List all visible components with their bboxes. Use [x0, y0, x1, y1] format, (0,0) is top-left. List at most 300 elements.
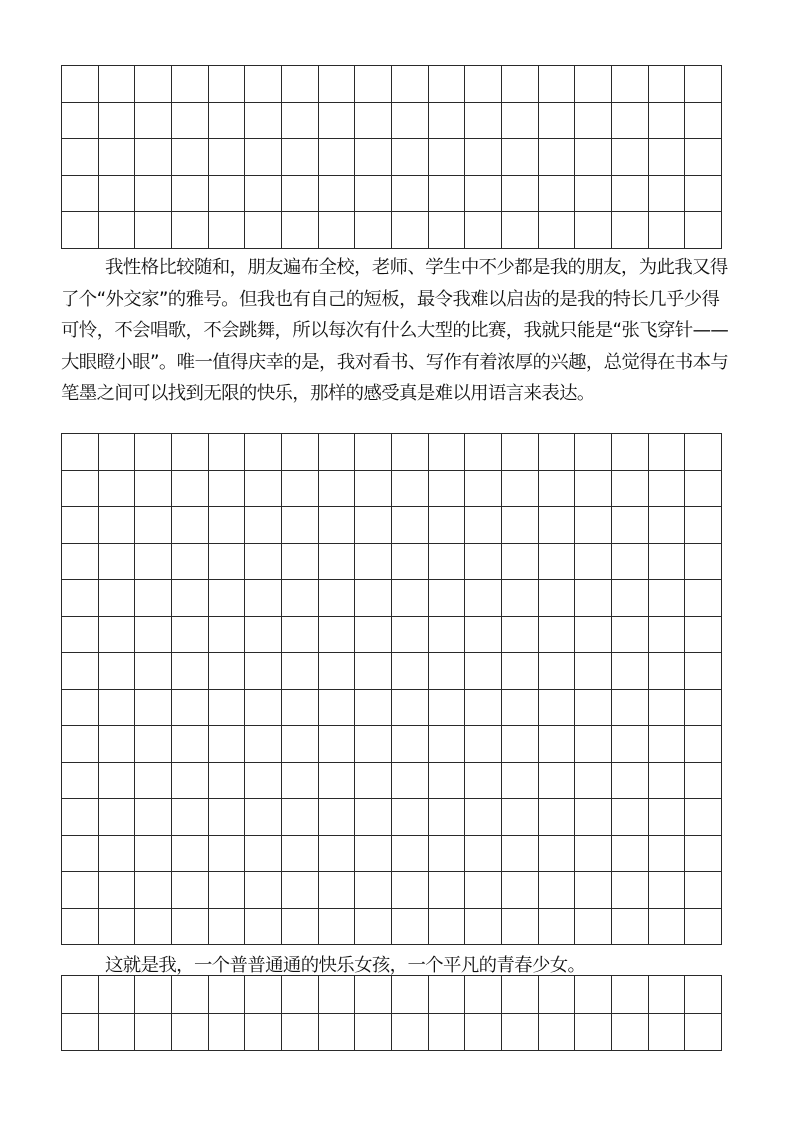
- grid-cell: [538, 543, 575, 580]
- grid-cell: [538, 470, 575, 507]
- grid-cell: [685, 175, 722, 212]
- grid-cell: [318, 175, 355, 212]
- grid-cell: [428, 835, 465, 872]
- grid-cell: [465, 689, 502, 726]
- grid-cell: [318, 976, 355, 1014]
- grid-cell: [281, 175, 318, 212]
- grid-cell: [501, 799, 538, 836]
- grid-cell: [575, 689, 612, 726]
- grid-cell: [355, 872, 392, 909]
- grid-cell: [428, 102, 465, 139]
- grid-cell: [465, 1013, 502, 1051]
- grid-cell: [611, 139, 648, 176]
- grid-row: [62, 102, 722, 139]
- grid-cell: [575, 835, 612, 872]
- grid-cell: [685, 102, 722, 139]
- grid-cell: [391, 835, 428, 872]
- grid-cell: [501, 470, 538, 507]
- grid-cell: [98, 1013, 135, 1051]
- grid-cell: [465, 976, 502, 1014]
- grid-cell: [281, 726, 318, 763]
- grid-cell: [208, 507, 245, 544]
- grid-cell: [648, 799, 685, 836]
- grid-cell: [611, 872, 648, 909]
- grid-cell: [685, 835, 722, 872]
- grid-cell: [391, 139, 428, 176]
- grid-cell: [538, 976, 575, 1014]
- grid-row: [62, 434, 722, 471]
- grid-cell: [611, 762, 648, 799]
- grid-cell: [281, 799, 318, 836]
- grid-cell: [575, 175, 612, 212]
- grid-cell: [62, 139, 99, 176]
- grid-cell: [245, 507, 282, 544]
- grid-cell: [685, 434, 722, 471]
- grid-cell: [355, 66, 392, 103]
- grid-cell: [685, 66, 722, 103]
- grid-cell: [62, 66, 99, 103]
- grid-cell: [245, 872, 282, 909]
- grid-cell: [208, 470, 245, 507]
- grid-cell: [208, 689, 245, 726]
- grid-row: [62, 872, 722, 909]
- grid-cell: [538, 139, 575, 176]
- grid-cell: [648, 762, 685, 799]
- grid-cell: [428, 66, 465, 103]
- grid-cell: [62, 762, 99, 799]
- grid-cell: [98, 762, 135, 799]
- grid-cell: [171, 1013, 208, 1051]
- grid-cell: [355, 212, 392, 249]
- grid-cell: [318, 908, 355, 945]
- grid-cell: [391, 580, 428, 617]
- grid-cell: [171, 543, 208, 580]
- grid-cell: [98, 66, 135, 103]
- grid-cell: [611, 908, 648, 945]
- grid-row: [62, 908, 722, 945]
- grid-cell: [318, 726, 355, 763]
- grid-cell: [135, 976, 172, 1014]
- grid-cell: [171, 653, 208, 690]
- grid-cell: [685, 139, 722, 176]
- grid-cell: [538, 908, 575, 945]
- grid-cell: [391, 872, 428, 909]
- grid-cell: [501, 139, 538, 176]
- grid-cell: [391, 175, 428, 212]
- grid-cell: [135, 799, 172, 836]
- grid-cell: [98, 507, 135, 544]
- grid-cell: [318, 689, 355, 726]
- grid-cell: [648, 616, 685, 653]
- grid-cell: [465, 653, 502, 690]
- grid-cell: [501, 543, 538, 580]
- grid-cell: [685, 976, 722, 1014]
- grid-cell: [62, 580, 99, 617]
- grid-cell: [428, 976, 465, 1014]
- grid-cell: [685, 908, 722, 945]
- grid-cell: [575, 799, 612, 836]
- grid-row: [62, 689, 722, 726]
- grid-cell: [611, 976, 648, 1014]
- grid-cell: [98, 872, 135, 909]
- grid-cell: [281, 102, 318, 139]
- grid-cell: [171, 762, 208, 799]
- grid-cell: [501, 507, 538, 544]
- grid-cell: [318, 580, 355, 617]
- grid-cell: [208, 434, 245, 471]
- grid-cell: [355, 976, 392, 1014]
- grid-cell: [208, 799, 245, 836]
- grid-cell: [245, 908, 282, 945]
- grid-cell: [318, 434, 355, 471]
- grid-cell: [208, 175, 245, 212]
- grid-cell: [391, 726, 428, 763]
- grid-cell: [135, 835, 172, 872]
- grid-cell: [171, 616, 208, 653]
- grid-cell: [62, 543, 99, 580]
- grid-cell: [428, 470, 465, 507]
- grid-cell: [465, 835, 502, 872]
- grid-cell: [611, 434, 648, 471]
- grid-cell: [281, 689, 318, 726]
- grid-cell: [465, 212, 502, 249]
- grid-cell: [245, 762, 282, 799]
- grid-cell: [208, 580, 245, 617]
- grid-cell: [575, 616, 612, 653]
- grid-cell: [245, 102, 282, 139]
- writing-grid-bottom: [61, 975, 722, 1051]
- grid-cell: [135, 726, 172, 763]
- grid-cell: [465, 616, 502, 653]
- grid-cell: [208, 1013, 245, 1051]
- grid-cell: [135, 139, 172, 176]
- grid-cell: [648, 102, 685, 139]
- grid-cell: [171, 66, 208, 103]
- grid-cell: [245, 653, 282, 690]
- grid-cell: [391, 470, 428, 507]
- grid-row: [62, 762, 722, 799]
- grid-cell: [245, 66, 282, 103]
- grid-cell: [501, 653, 538, 690]
- grid-cell: [501, 212, 538, 249]
- grid-cell: [465, 470, 502, 507]
- grid-cell: [318, 470, 355, 507]
- grid-cell: [648, 507, 685, 544]
- grid-cell: [355, 799, 392, 836]
- grid-row: [62, 976, 722, 1014]
- grid-cell: [171, 908, 208, 945]
- grid-cell: [391, 1013, 428, 1051]
- grid-cell: [281, 908, 318, 945]
- grid-cell: [465, 102, 502, 139]
- grid-cell: [208, 66, 245, 103]
- grid-row: [62, 507, 722, 544]
- grid-cell: [575, 543, 612, 580]
- grid-cell: [428, 1013, 465, 1051]
- grid-cell: [391, 908, 428, 945]
- grid-cell: [171, 835, 208, 872]
- grid-row: [62, 470, 722, 507]
- grid-cell: [611, 543, 648, 580]
- grid-cell: [648, 726, 685, 763]
- grid-cell: [501, 102, 538, 139]
- grid-cell: [538, 872, 575, 909]
- grid-cell: [281, 835, 318, 872]
- grid-cell: [135, 1013, 172, 1051]
- grid-cell: [318, 507, 355, 544]
- grid-cell: [135, 175, 172, 212]
- grid-cell: [611, 507, 648, 544]
- grid-cell: [465, 762, 502, 799]
- grid-cell: [611, 653, 648, 690]
- grid-cell: [281, 543, 318, 580]
- grid-cell: [685, 580, 722, 617]
- grid-row: [62, 653, 722, 690]
- grid-cell: [208, 726, 245, 763]
- grid-cell: [281, 872, 318, 909]
- grid-cell: [171, 434, 208, 471]
- grid-cell: [208, 908, 245, 945]
- grid-cell: [171, 139, 208, 176]
- grid-cell: [318, 872, 355, 909]
- grid-cell: [575, 470, 612, 507]
- grid-cell: [281, 470, 318, 507]
- grid-cell: [575, 908, 612, 945]
- grid-cell: [135, 212, 172, 249]
- grid-cell: [281, 976, 318, 1014]
- grid-cell: [685, 470, 722, 507]
- grid-cell: [538, 212, 575, 249]
- grid-cell: [245, 1013, 282, 1051]
- grid-cell: [62, 726, 99, 763]
- grid-cell: [355, 139, 392, 176]
- grid-cell: [135, 507, 172, 544]
- grid-cell: [465, 908, 502, 945]
- grid-cell: [465, 580, 502, 617]
- grid-cell: [62, 102, 99, 139]
- grid-cell: [135, 653, 172, 690]
- grid-cell: [245, 470, 282, 507]
- grid-cell: [428, 580, 465, 617]
- grid-cell: [685, 1013, 722, 1051]
- grid-cell: [391, 653, 428, 690]
- grid-cell: [245, 726, 282, 763]
- grid-cell: [98, 212, 135, 249]
- grid-cell: [501, 835, 538, 872]
- grid-cell: [245, 175, 282, 212]
- grid-cell: [245, 799, 282, 836]
- grid-cell: [428, 212, 465, 249]
- grid-cell: [318, 799, 355, 836]
- grid-cell: [355, 616, 392, 653]
- grid-cell: [98, 434, 135, 471]
- grid-cell: [575, 762, 612, 799]
- grid-cell: [281, 653, 318, 690]
- grid-cell: [318, 835, 355, 872]
- grid-cell: [428, 799, 465, 836]
- grid-row: [62, 543, 722, 580]
- grid-cell: [171, 689, 208, 726]
- grid-cell: [318, 139, 355, 176]
- grid-cell: [355, 580, 392, 617]
- grid-cell: [575, 507, 612, 544]
- grid-cell: [171, 872, 208, 909]
- grid-cell: [428, 908, 465, 945]
- grid-cell: [355, 543, 392, 580]
- grid-cell: [281, 616, 318, 653]
- grid-cell: [501, 175, 538, 212]
- grid-cell: [648, 1013, 685, 1051]
- grid-cell: [281, 762, 318, 799]
- grid-cell: [355, 835, 392, 872]
- grid-cell: [575, 580, 612, 617]
- grid-cell: [98, 908, 135, 945]
- grid-cell: [208, 653, 245, 690]
- grid-cell: [355, 726, 392, 763]
- grid-cell: [648, 139, 685, 176]
- grid-cell: [648, 580, 685, 617]
- grid-cell: [391, 507, 428, 544]
- grid-cell: [538, 653, 575, 690]
- grid-cell: [501, 1013, 538, 1051]
- grid-cell: [98, 976, 135, 1014]
- grid-row: [62, 835, 722, 872]
- grid-cell: [428, 434, 465, 471]
- grid-row: [62, 580, 722, 617]
- grid-cell: [538, 175, 575, 212]
- grid-cell: [135, 66, 172, 103]
- grid-cell: [611, 102, 648, 139]
- grid-cell: [62, 1013, 99, 1051]
- grid-cell: [611, 799, 648, 836]
- grid-cell: [611, 1013, 648, 1051]
- grid-cell: [171, 580, 208, 617]
- grid-cell: [428, 653, 465, 690]
- grid-row: [62, 616, 722, 653]
- grid-cell: [208, 762, 245, 799]
- grid-cell: [501, 66, 538, 103]
- grid-cell: [501, 976, 538, 1014]
- grid-cell: [575, 726, 612, 763]
- grid-cell: [281, 66, 318, 103]
- grid-cell: [501, 872, 538, 909]
- grid-cell: [685, 507, 722, 544]
- grid-cell: [135, 762, 172, 799]
- grid-cell: [98, 102, 135, 139]
- grid-cell: [465, 543, 502, 580]
- writing-grid-top: [61, 65, 722, 249]
- grid-cell: [391, 616, 428, 653]
- grid-cell: [465, 507, 502, 544]
- grid-cell: [611, 835, 648, 872]
- grid-cell: [648, 212, 685, 249]
- grid-cell: [611, 212, 648, 249]
- grid-cell: [318, 653, 355, 690]
- grid-cell: [135, 580, 172, 617]
- grid-cell: [245, 976, 282, 1014]
- grid-cell: [135, 908, 172, 945]
- essay-paragraph: 我性格比较随和，朋友遍布全校，老师、学生中不少都是我的朋友，为此我又得了个“外交家”的雅号。但我也有自己的短板，最令我难以启齿的是我的特长几乎少得可怜，不会唱歌，不会跳舞，所以每次有什么大型的比赛，我就只能是“张飞穿针——大眼瞪小眼”。唯一值得庆幸的是，我对看书、写作有着浓厚的兴趣，总觉得在书本与笔墨之间可以找到无限的快乐，那样的感受真是难以用语言来表达。: [61, 257, 729, 404]
- grid-cell: [611, 470, 648, 507]
- grid-cell: [611, 580, 648, 617]
- essay-closing-paragraph: 这就是我，一个普普通通的快乐女孩，一个平凡的青春少女。: [105, 955, 586, 976]
- grid-cell: [208, 102, 245, 139]
- grid-cell: [391, 689, 428, 726]
- grid-cell: [465, 434, 502, 471]
- grid-cell: [318, 1013, 355, 1051]
- grid-cell: [465, 872, 502, 909]
- grid-cell: [318, 102, 355, 139]
- grid-cell: [135, 872, 172, 909]
- grid-cell: [465, 799, 502, 836]
- grid-cell: [208, 976, 245, 1014]
- grid-cell: [648, 653, 685, 690]
- grid-cell: [648, 872, 685, 909]
- grid-cell: [685, 212, 722, 249]
- grid-cell: [538, 762, 575, 799]
- grid-cell: [648, 908, 685, 945]
- grid-cell: [281, 139, 318, 176]
- grid-cell: [501, 762, 538, 799]
- grid-cell: [171, 976, 208, 1014]
- grid-cell: [98, 799, 135, 836]
- grid-cell: [171, 470, 208, 507]
- grid-cell: [245, 580, 282, 617]
- grid-cell: [98, 835, 135, 872]
- grid-cell: [135, 616, 172, 653]
- grid-cell: [135, 543, 172, 580]
- grid-cell: [245, 434, 282, 471]
- grid-cell: [648, 175, 685, 212]
- grid-cell: [428, 872, 465, 909]
- grid-cell: [648, 835, 685, 872]
- grid-cell: [428, 543, 465, 580]
- grid-cell: [538, 434, 575, 471]
- writing-grid-middle: [61, 433, 722, 945]
- grid-cell: [281, 580, 318, 617]
- grid-cell: [538, 835, 575, 872]
- grid-cell: [391, 543, 428, 580]
- grid-cell: [355, 1013, 392, 1051]
- grid-cell: [611, 175, 648, 212]
- grid-cell: [391, 762, 428, 799]
- grid-cell: [391, 66, 428, 103]
- grid-cell: [501, 434, 538, 471]
- grid-cell: [501, 580, 538, 617]
- grid-cell: [575, 872, 612, 909]
- grid-cell: [501, 726, 538, 763]
- grid-cell: [171, 726, 208, 763]
- grid-cell: [538, 799, 575, 836]
- grid-cell: [428, 762, 465, 799]
- grid-cell: [391, 976, 428, 1014]
- grid-cell: [135, 470, 172, 507]
- grid-cell: [465, 175, 502, 212]
- grid-cell: [62, 653, 99, 690]
- grid-cell: [538, 616, 575, 653]
- grid-cell: [62, 872, 99, 909]
- grid-cell: [171, 799, 208, 836]
- grid-cell: [171, 175, 208, 212]
- grid-row: [62, 139, 722, 176]
- grid-cell: [648, 434, 685, 471]
- grid-cell: [171, 212, 208, 249]
- grid-cell: [575, 102, 612, 139]
- grid-cell: [62, 908, 99, 945]
- grid-cell: [538, 726, 575, 763]
- grid-cell: [575, 434, 612, 471]
- grid-cell: [648, 976, 685, 1014]
